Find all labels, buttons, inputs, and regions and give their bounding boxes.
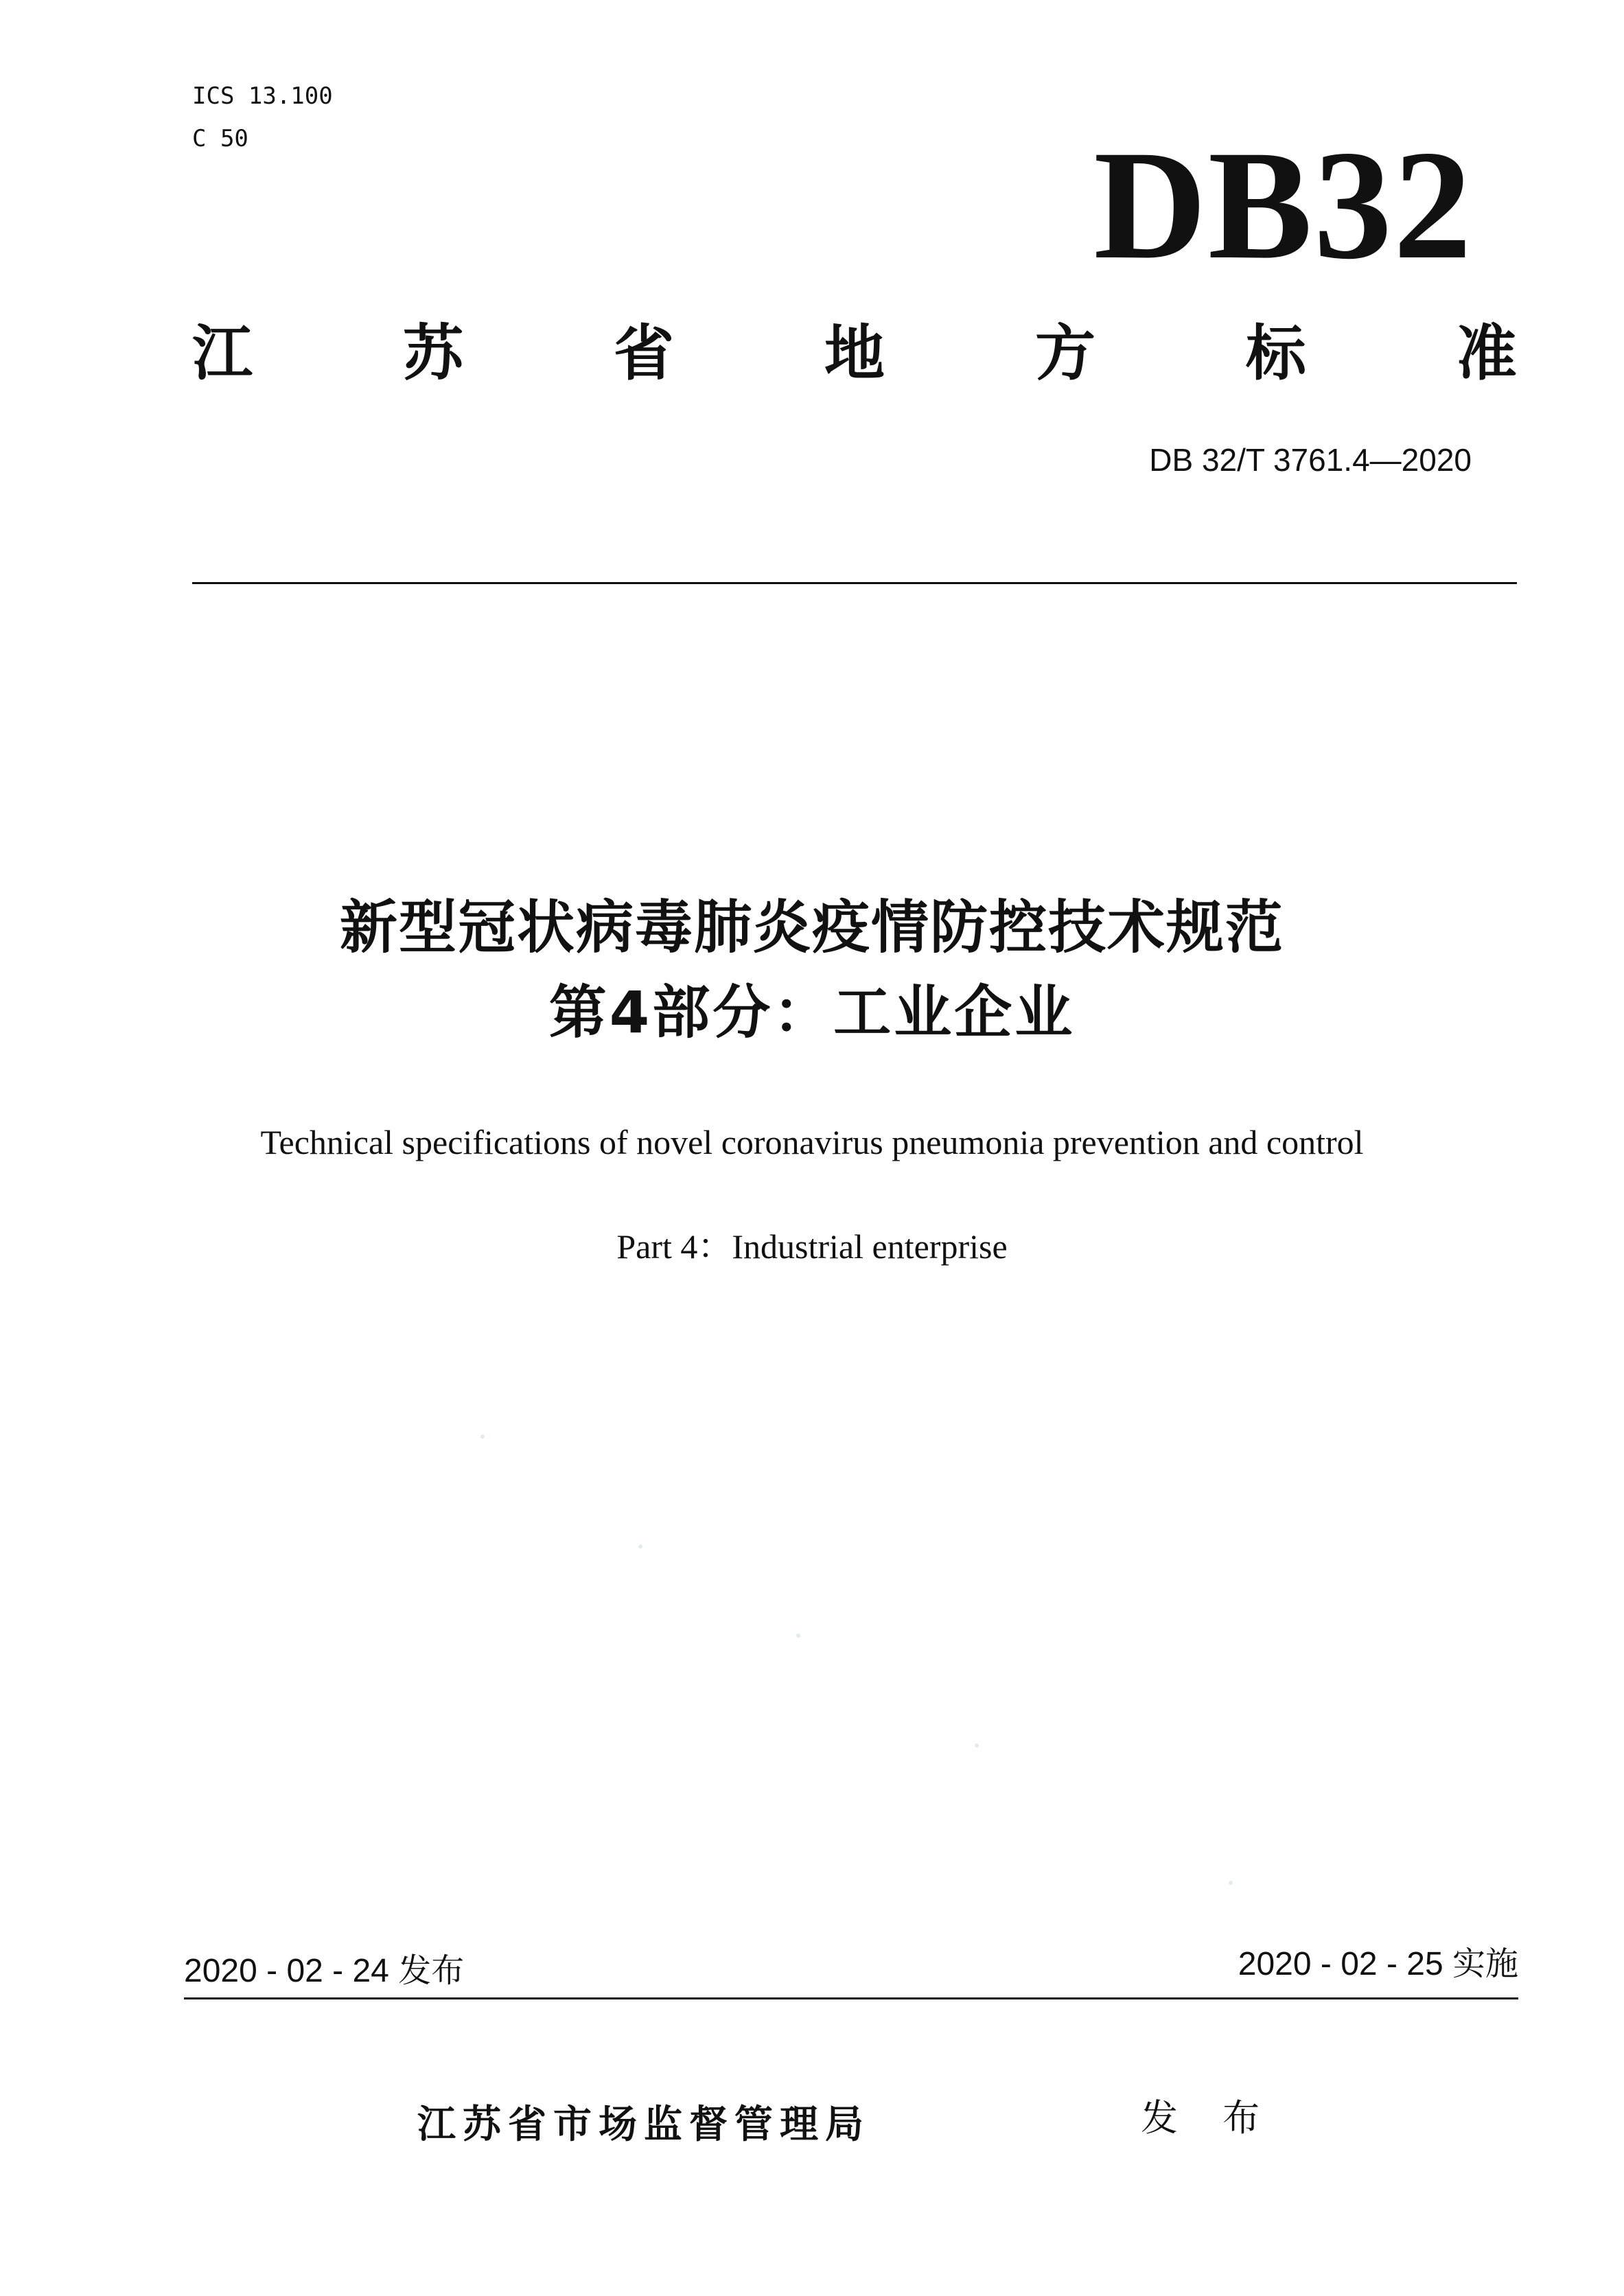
document-subtitle: 第4部分：工业企业 (548, 979, 1076, 1046)
standard-code: DB 32/T 3761.4—2020 (1149, 442, 1472, 478)
scan-speck (638, 1544, 642, 1549)
scan-speck (480, 1435, 485, 1439)
classification-codes (192, 81, 333, 166)
english-title: Technical specifications of novel coronavirus pneumonia prevention and control (260, 1123, 1364, 1161)
scan-speck (975, 1743, 979, 1748)
standard-type-char: 准 (1456, 318, 1517, 389)
standard-type-char: 苏 (402, 318, 463, 389)
issue-date: 2020 - 02 - 24 发布 (184, 1953, 465, 1989)
ccs-code: C 50 (192, 125, 248, 152)
date-row (184, 1946, 1518, 2004)
document-title: 新型冠状病毒肺炎疫情防控技术规范 (339, 894, 1284, 961)
standard-type-char: 方 (1034, 318, 1095, 389)
standard-type-heading (192, 316, 1517, 391)
bottom-divider (184, 1997, 1518, 1999)
english-subtitle: Part 4：Industrial enterprise (616, 1227, 1008, 1266)
top-divider (192, 582, 1517, 584)
scan-speck (796, 1634, 800, 1638)
standard-type-char: 标 (1245, 318, 1306, 389)
ics-code: ICS 13.100 (192, 82, 333, 110)
standard-type-char: 省 (613, 318, 674, 389)
implementation-date: 2020 - 02 - 25 实施 (1238, 1946, 1518, 1982)
standard-logo-db32: DB32 (1093, 119, 1473, 292)
publish-label: 发 布 (1141, 2096, 1277, 2140)
scan-speck (1229, 1881, 1233, 1885)
publisher-name: 江苏省市场监督管理局 (417, 2102, 870, 2147)
standard-type-char: 江 (192, 318, 253, 389)
standard-type-char: 地 (824, 318, 885, 389)
